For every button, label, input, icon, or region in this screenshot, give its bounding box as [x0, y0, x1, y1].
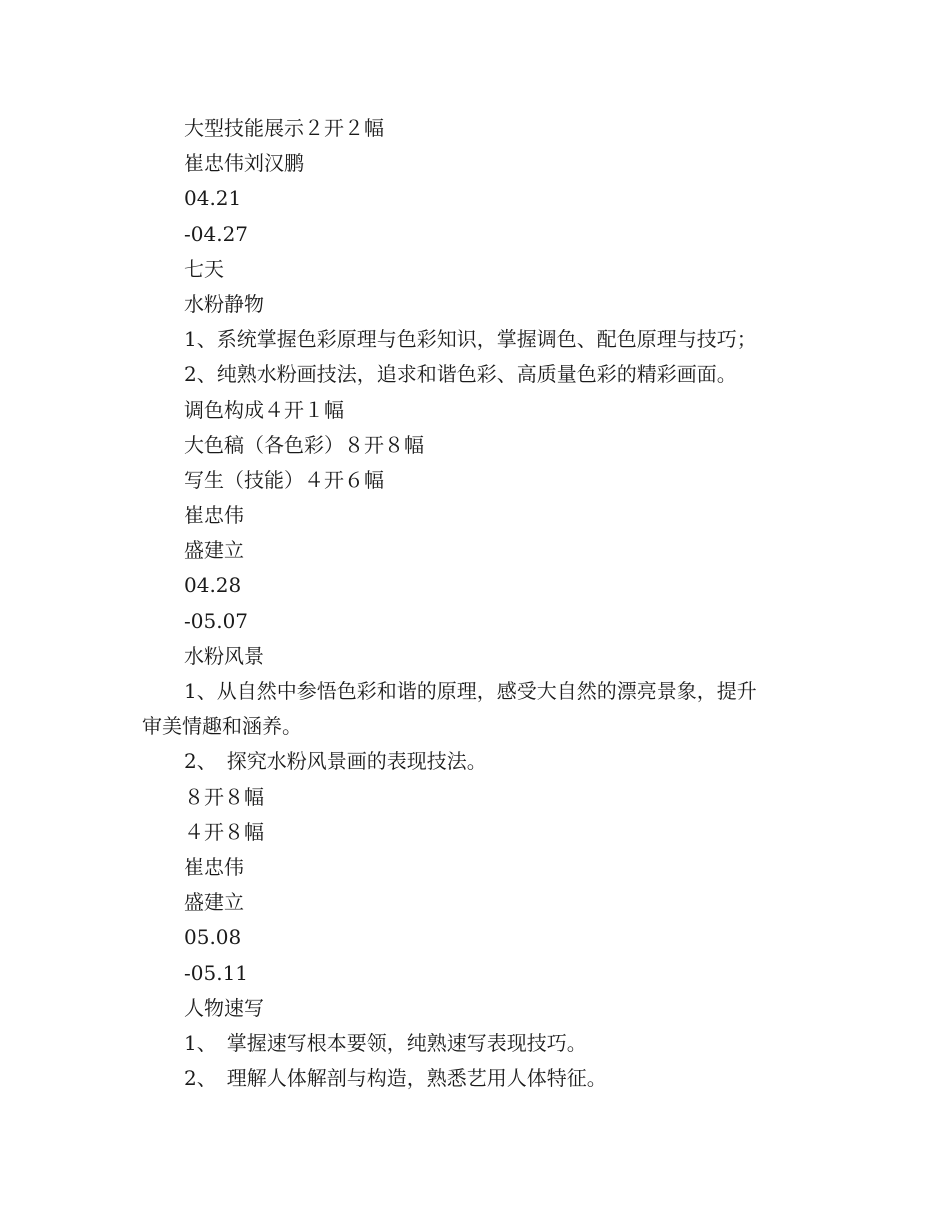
text-line: 调色构成４开１幅: [184, 397, 344, 422]
text-line: -05.07: [184, 608, 249, 633]
text-line: ４开８幅: [184, 819, 264, 844]
text-line: 盛建立: [184, 538, 244, 563]
text-line: 2、纯熟水粉画技法，追求和谐色彩、高质量色彩的精彩画面。: [184, 362, 737, 387]
text-line: 2、 理解人体解剖与构造，熟悉艺用人体特征。: [184, 1066, 607, 1091]
text-line-continuation: 审美情趣和涵养。: [142, 714, 302, 739]
text-line: 04.28: [184, 573, 242, 598]
text-line: 水粉风景: [184, 643, 264, 668]
text-line: 人物速写: [184, 995, 264, 1020]
text-line: 写生（技能）４开６幅: [184, 467, 384, 492]
text-line: 盛建立: [184, 890, 244, 915]
text-line: -05.11: [184, 960, 249, 985]
document-body: [142, 111, 822, 1096]
text-line: 崔忠伟: [184, 854, 244, 879]
text-line: ８开８幅: [184, 784, 264, 809]
text-line: -04.27: [184, 221, 249, 246]
text-line: 崔忠伟: [184, 503, 244, 528]
text-line: 1、 掌握速写根本要领，纯熟速写表现技巧。: [184, 1030, 587, 1055]
text-line: 04.21: [184, 186, 242, 211]
text-line: 崔忠伟刘汉鹏: [184, 151, 304, 176]
text-line: 七天: [184, 256, 224, 281]
text-line: 2、 探究水粉风景画的表现技法。: [184, 749, 487, 774]
text-line: 05.08: [184, 925, 242, 950]
text-line: 大色稿（各色彩）８开８幅: [184, 432, 424, 457]
text-line: 大型技能展示２开２幅: [184, 116, 384, 140]
text-line: 1、从自然中参悟色彩和谐的原理，感受大自然的漂亮景象，提升: [184, 679, 757, 703]
text-line: 水粉静物: [184, 291, 264, 316]
text-line: 1、系统掌握色彩原理与色彩知识，掌握调色、配色原理与技巧；: [184, 327, 757, 352]
